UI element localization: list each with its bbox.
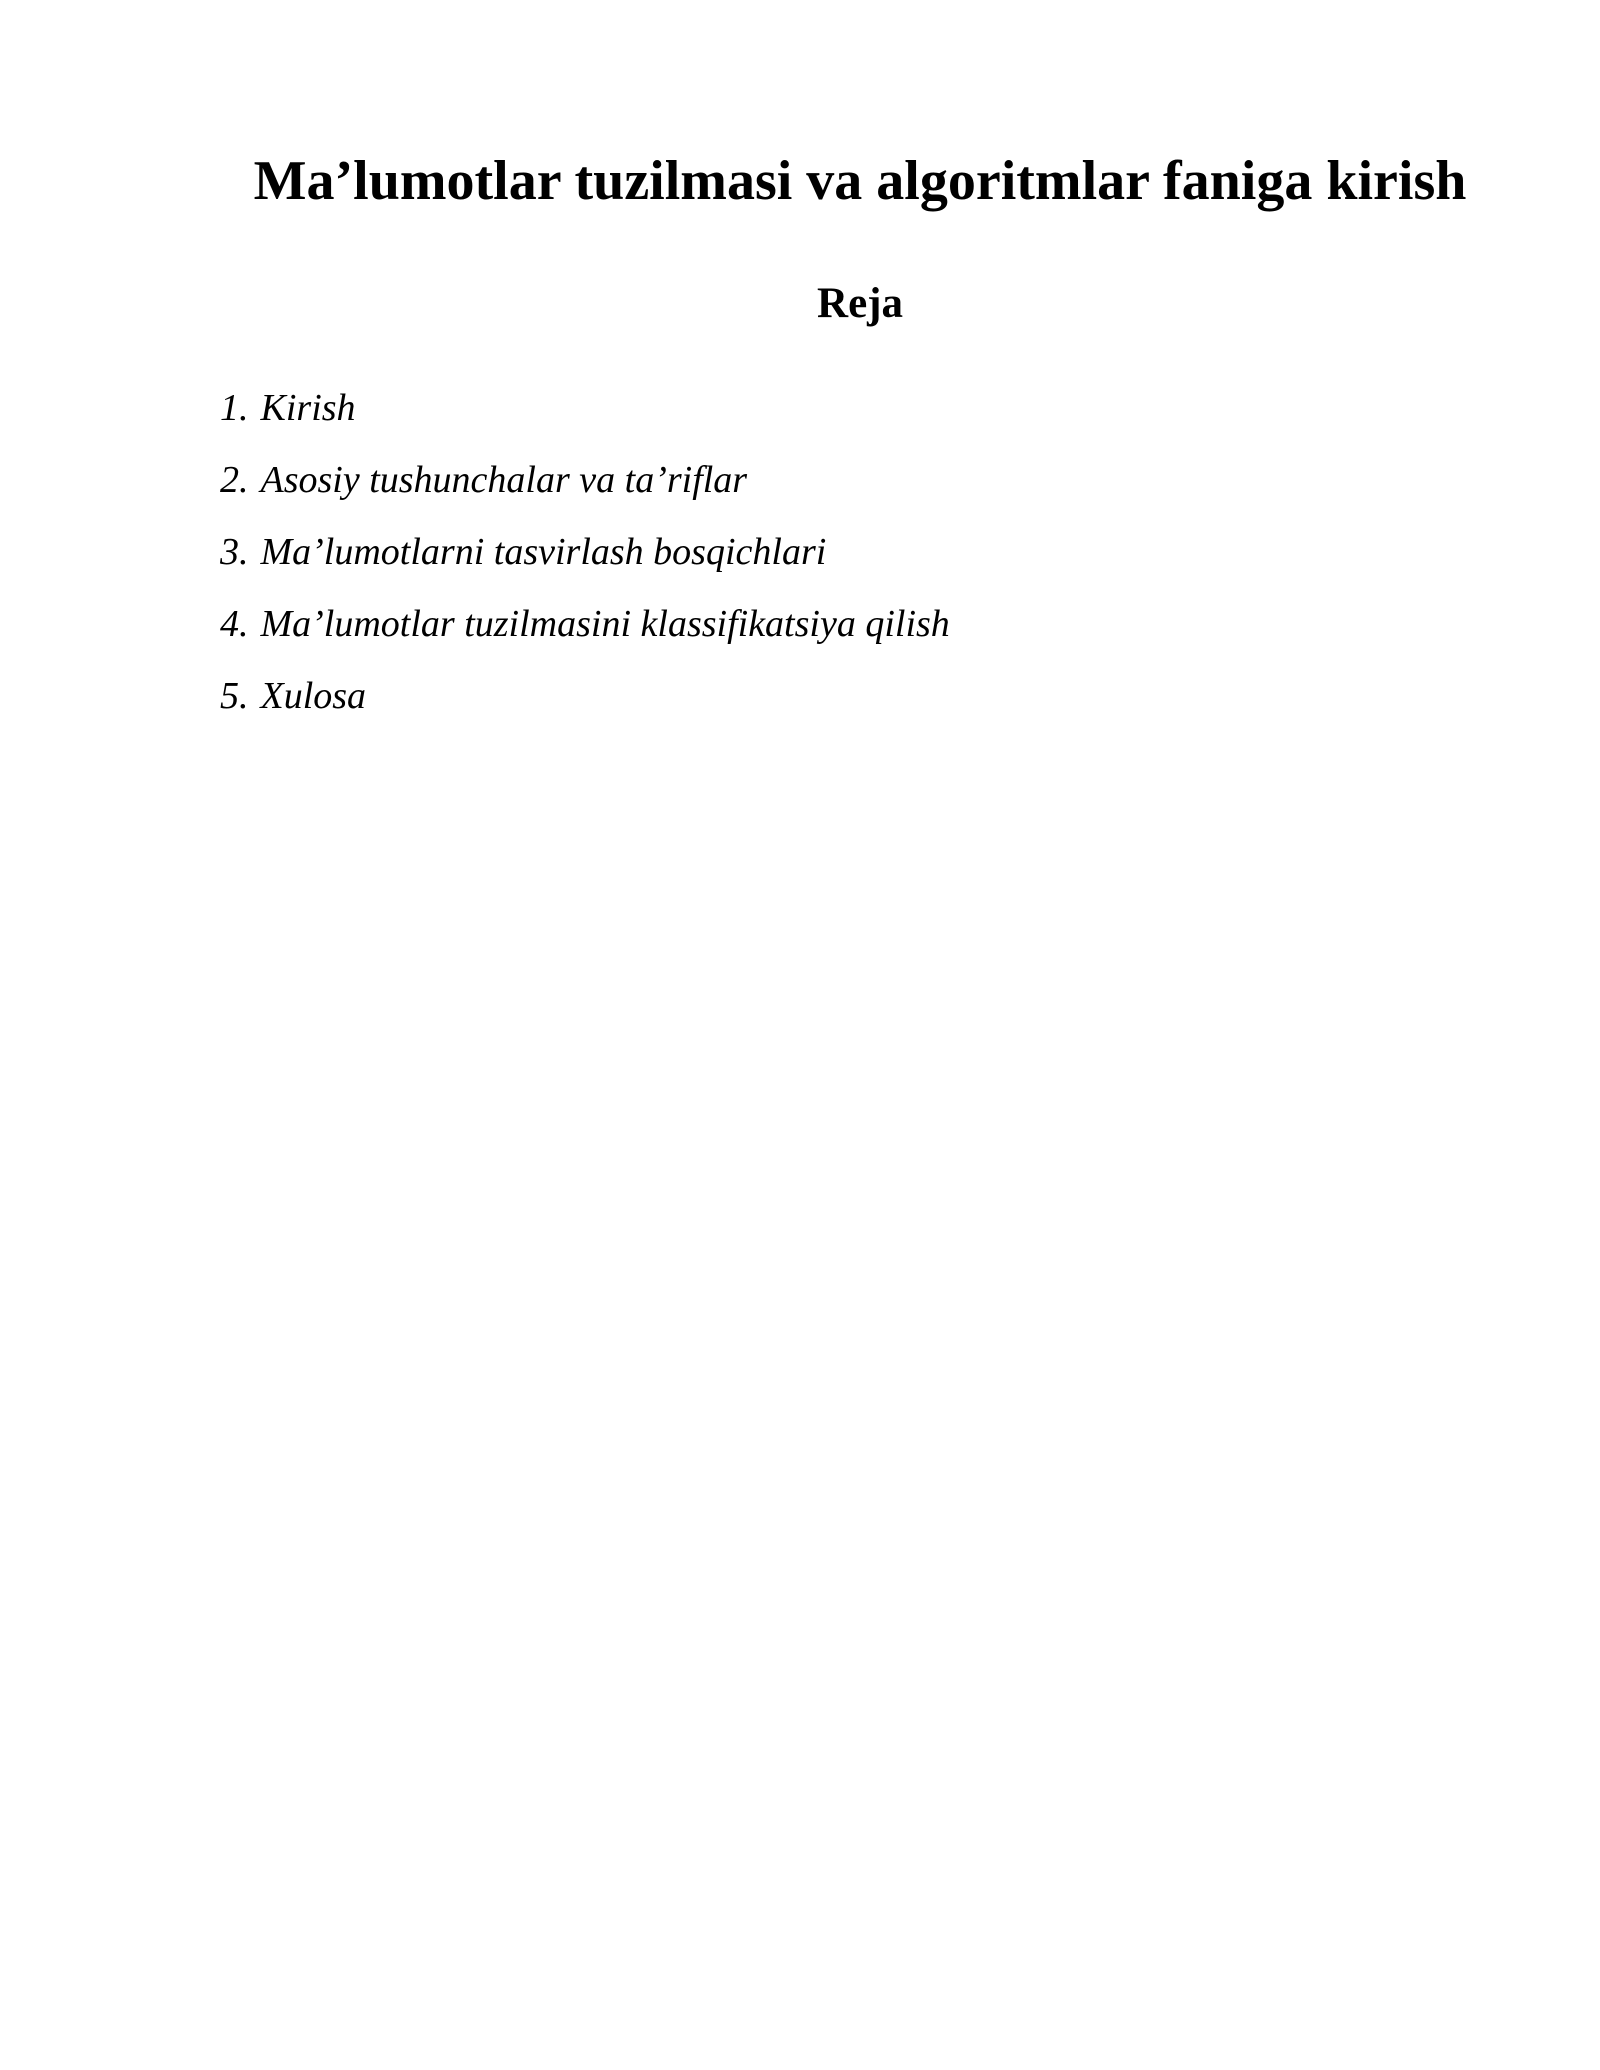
plan-item xyxy=(220,600,950,648)
plan-item xyxy=(220,384,950,432)
plan-item-number: 5. xyxy=(220,675,249,717)
plan-item-number: 2. xyxy=(220,459,249,501)
document-title: Ma’lumotlar tuzilmasi va algoritmlar faniga kirish xyxy=(253,150,1467,212)
plan-item-text: Kirish xyxy=(260,387,356,429)
plan-item xyxy=(220,456,950,504)
plan-item xyxy=(220,672,950,720)
plan-item-text: Ma’lumotlar tuzilmasini klassifikatsiya qilish xyxy=(260,603,950,645)
plan-item-number: 1. xyxy=(220,387,249,429)
plan-item xyxy=(220,528,950,576)
plan-heading: Reja xyxy=(817,280,903,327)
plan-item-number: 4. xyxy=(220,603,249,645)
plan-item-text: Ma’lumotlarni tasvirlash bosqichlari xyxy=(260,531,827,573)
plan-item-text: Asosiy tushunchalar va ta’riflar xyxy=(260,459,748,501)
plan-item-text: Xulosa xyxy=(260,675,367,717)
plan-list xyxy=(220,384,950,744)
plan-item-number: 3. xyxy=(220,531,249,573)
